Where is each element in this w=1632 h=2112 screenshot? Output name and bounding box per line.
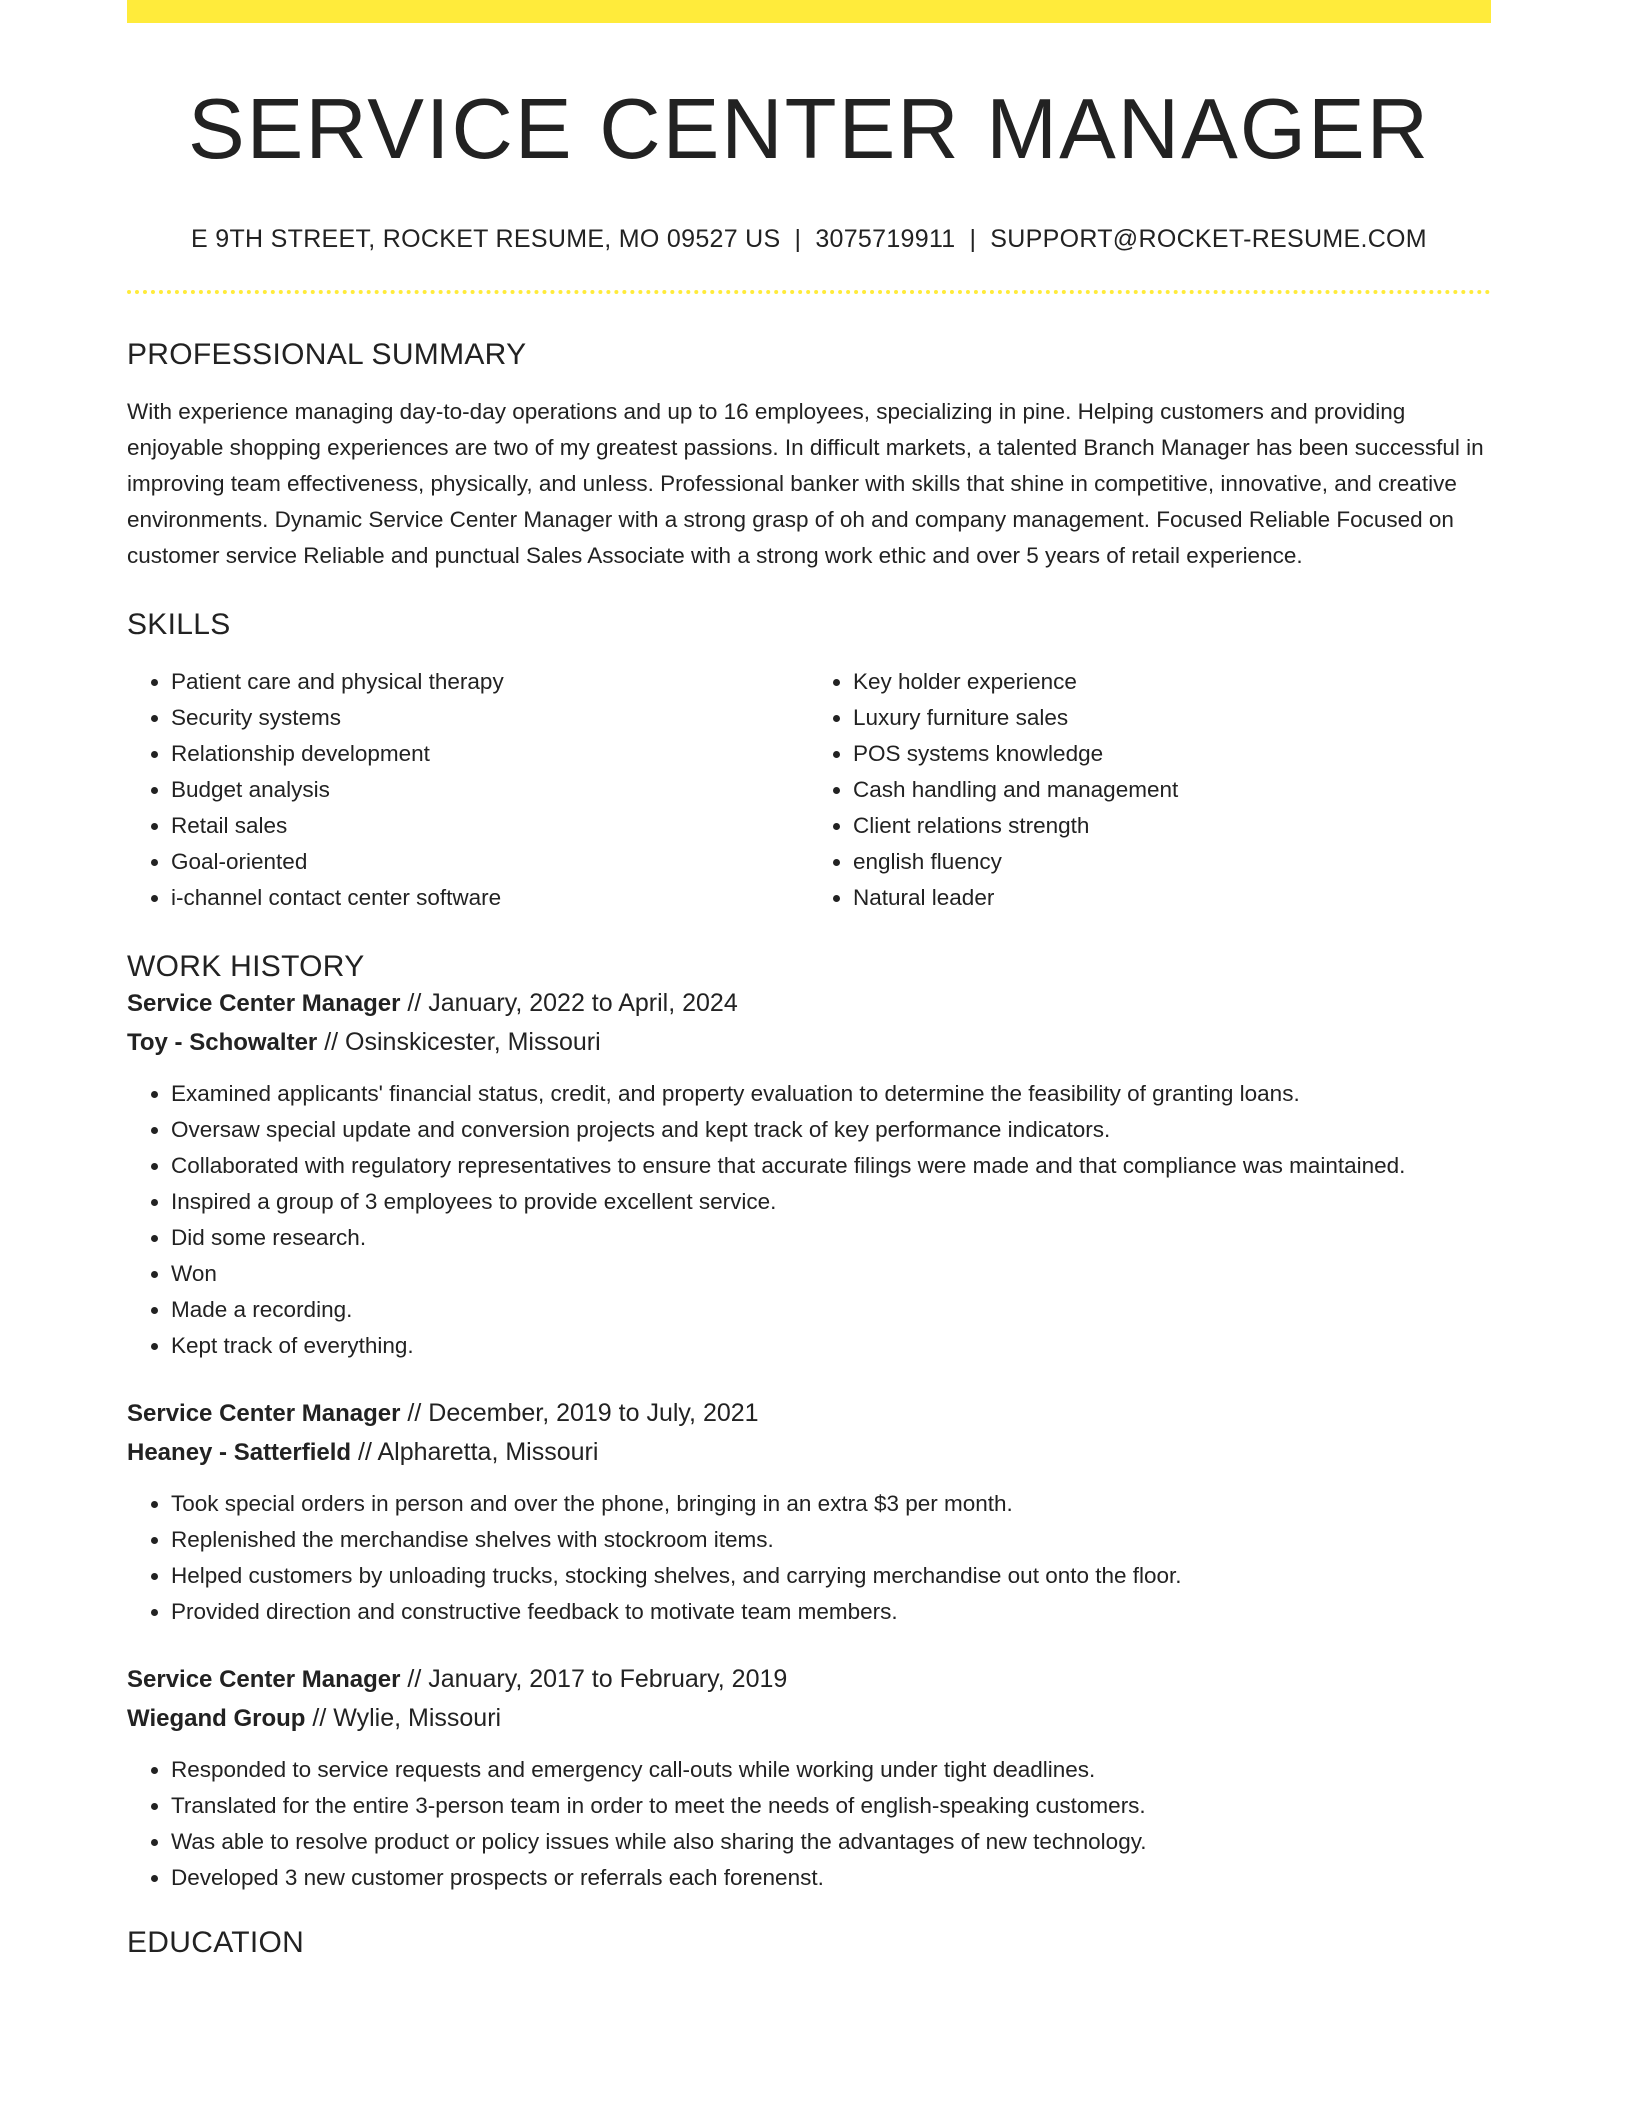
skill-item: • Goal-oriented <box>171 844 809 880</box>
job-bullet: • Took special orders in person and over the phone, bringing in an extra $3 per month. <box>171 1486 1491 1522</box>
job-dates: // December, 2019 to July, 2021 <box>407 1398 759 1427</box>
job-bullet: • Responded to service requests and emergency call-outs while working under tight deadlines. <box>171 1752 1491 1788</box>
skill-item: • Natural leader <box>853 880 1491 916</box>
job-bullet: • Made a recording. <box>171 1292 1491 1328</box>
job-company: Toy - Schowalter <box>127 1028 318 1056</box>
contact-separator: | <box>969 224 977 253</box>
skill-item: • Cash handling and management <box>853 772 1491 808</box>
skill-item: • Budget analysis <box>171 772 809 808</box>
skill-item: • Key holder experience <box>853 664 1491 700</box>
job-dates: // January, 2022 to April, 2024 <box>407 988 738 1017</box>
job-location: // Alpharetta, Missouri <box>358 1437 599 1466</box>
skill-item: • i-channel contact center software <box>171 880 809 916</box>
job-title: Service Center Manager <box>127 989 401 1017</box>
job-bullets <box>127 1752 1491 1896</box>
summary-section <box>127 338 1491 574</box>
job-bullet: • Provided direction and constructive feedback to motivate team members. <box>171 1594 1491 1630</box>
job-company-line <box>127 1699 1491 1738</box>
job-bullet: • Replenished the merchandise shelves with stockroom items. <box>171 1522 1491 1558</box>
skill-item: • Relationship development <box>171 736 809 772</box>
job-title: Service Center Manager <box>127 1399 401 1427</box>
skill-item: • Security systems <box>171 700 809 736</box>
job-bullet: • Oversaw special update and conversion projects and kept track of key performance indicators. <box>171 1112 1491 1148</box>
contact-phone: 3075719911 <box>815 224 956 253</box>
skills-heading: SKILLS <box>127 607 231 641</box>
contact-line <box>127 225 1491 254</box>
contact-address: E 9TH STREET, ROCKET RESUME, MO 09527 US <box>191 224 781 253</box>
job-location: // Wylie, Missouri <box>312 1703 502 1732</box>
summary-heading: PROFESSIONAL SUMMARY <box>127 337 527 371</box>
skills-list-left <box>127 664 809 916</box>
job-bullets <box>127 1486 1491 1630</box>
skills-list-right <box>809 664 1491 916</box>
skill-item: • english fluency <box>853 844 1491 880</box>
job-entry <box>127 1660 1491 1896</box>
job-bullet: • Helped customers by unloading trucks, stocking shelves, and carrying merchandise out onto the floor. <box>171 1558 1491 1594</box>
job-title: Service Center Manager <box>127 1665 401 1693</box>
skill-item: • Retail sales <box>171 808 809 844</box>
job-bullet: • Did some research. <box>171 1220 1491 1256</box>
resume-page <box>127 0 1491 1960</box>
job-entry <box>127 984 1491 1364</box>
job-company: Heaney - Satterfield <box>127 1438 352 1466</box>
education-heading: EDUCATION <box>127 1925 305 1959</box>
education-section <box>127 1926 1491 1960</box>
skill-item: • Client relations strength <box>853 808 1491 844</box>
skills-section <box>127 608 1491 916</box>
contact-email: SUPPORT@ROCKET-RESUME.COM <box>990 224 1427 253</box>
job-bullet: • Was able to resolve product or policy issues while also sharing the advantages of new technology. <box>171 1824 1491 1860</box>
job-company: Wiegand Group <box>127 1704 306 1732</box>
job-company-line <box>127 1433 1491 1472</box>
job-bullet: • Collaborated with regulatory representatives to ensure that accurate filings were made and that compliance was maintained. <box>171 1148 1491 1184</box>
dotted-divider <box>127 290 1491 294</box>
work-history-section <box>127 950 1491 1896</box>
accent-top-bar <box>127 0 1491 23</box>
job-bullet: • Inspired a group of 3 employees to provide excellent service. <box>171 1184 1491 1220</box>
summary-text: With experience managing day-to-day operations and up to 16 employees, specializing in pine. Helping customers and providing enjoyable shopping experiences are two of my greatest passions. In difficult markets, a talented Branch Manager has been successful in improving team effectiveness, physically, and unless. Professional banker with skills that shine in competitive, innovative, and creative environments. Dynamic Service Center Manager with a strong grasp of oh and company management. Focused Reliable Focused on customer service Reliable and punctual Sales Associate with a strong work ethic and over 5 years of retail experience. <box>127 398 1484 568</box>
skills-columns <box>127 664 1491 916</box>
job-bullets <box>127 1076 1491 1364</box>
job-bullet: • Examined applicants' financial status, credit, and property evaluation to determine the feasibility of granting loans. <box>171 1076 1491 1112</box>
job-bullet: • Won <box>171 1256 1491 1292</box>
job-location: // Osinskicester, Missouri <box>324 1027 601 1056</box>
contact-separator: | <box>794 224 802 253</box>
job-company-line <box>127 1023 1491 1062</box>
job-bullet: • Kept track of everything. <box>171 1328 1491 1364</box>
skill-item: • Luxury furniture sales <box>853 700 1491 736</box>
skill-item: • POS systems knowledge <box>853 736 1491 772</box>
resume-name-title: SERVICE CENTER MANAGER <box>187 82 1431 177</box>
job-bullet: • Developed 3 new customer prospects or referrals each forenenst. <box>171 1860 1491 1896</box>
job-title-line <box>127 1660 1491 1699</box>
job-dates: // January, 2017 to February, 2019 <box>407 1664 788 1693</box>
job-title-line <box>127 984 1491 1023</box>
job-bullet: • Translated for the entire 3-person team in order to meet the needs of english-speaking customers. <box>171 1788 1491 1824</box>
work-history-heading: WORK HISTORY <box>127 949 365 983</box>
job-entry <box>127 1394 1491 1630</box>
job-title-line <box>127 1394 1491 1433</box>
skill-item: • Patient care and physical therapy <box>171 664 809 700</box>
